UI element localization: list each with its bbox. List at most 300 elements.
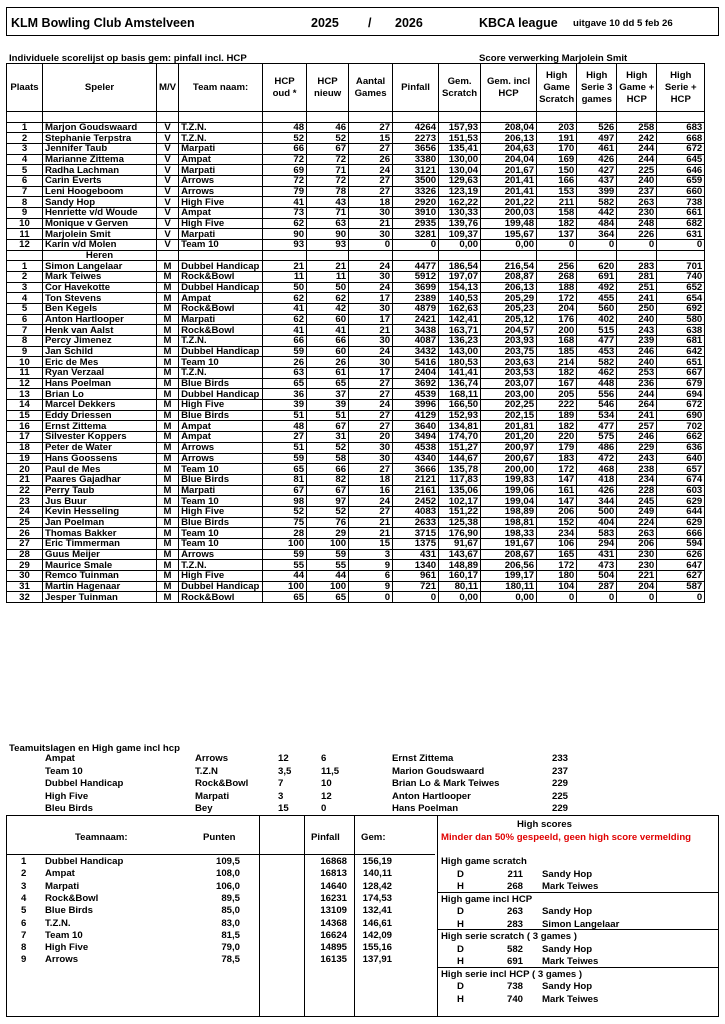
- table-cell: 0,00: [439, 240, 481, 251]
- table-cell: 258: [617, 122, 657, 133]
- table-cell: 174,70: [439, 432, 481, 443]
- table-cell: 62: [307, 293, 349, 304]
- table-cell: Karin v/d Molen: [43, 240, 157, 251]
- table-cell: 204: [537, 304, 577, 315]
- table-cell: 2421: [393, 314, 439, 325]
- table-row: [7, 421, 705, 432]
- table-row: [7, 229, 705, 240]
- table-cell: Paares Gajadhar: [43, 474, 157, 485]
- table-cell: 51: [263, 410, 307, 421]
- standings-cell: Ampat: [45, 868, 75, 880]
- table-row: [7, 496, 705, 507]
- table-cell: 27: [349, 122, 393, 133]
- table-cell: 248: [617, 218, 657, 229]
- table-cell: 0: [393, 592, 439, 603]
- table-cell: 245: [617, 496, 657, 507]
- table-cell: 15: [349, 538, 393, 549]
- table-cell: M: [157, 560, 179, 571]
- table-cell: [349, 250, 393, 261]
- table-cell: 6: [7, 176, 43, 187]
- table-cell: 78: [307, 186, 349, 197]
- table-cell: 249: [617, 506, 657, 517]
- table-row: [7, 165, 705, 176]
- team-result-cell: High Five: [45, 790, 89, 802]
- high-score-value: 263: [506, 906, 523, 917]
- table-cell: 647: [657, 560, 705, 571]
- table-cell: 468: [577, 464, 617, 475]
- standings-cell: 5: [21, 905, 27, 917]
- table-cell: Eddy Driessen: [43, 410, 157, 421]
- table-cell: 472: [577, 453, 617, 464]
- column-header: Speler: [43, 64, 157, 112]
- table-row: [7, 549, 705, 560]
- table-cell: 0: [349, 592, 393, 603]
- standings-cell: 16135: [320, 954, 347, 966]
- standings-cell: 14640: [320, 880, 347, 892]
- table-cell: 214: [537, 357, 577, 368]
- standings-cell: T.Z.N.: [45, 917, 71, 929]
- table-cell: 59: [263, 346, 307, 357]
- table-cell: 125,38: [439, 517, 481, 528]
- spacer-row: [7, 112, 705, 123]
- table-cell: 31: [7, 581, 43, 592]
- table-cell: [307, 250, 349, 261]
- table-cell: 667: [657, 368, 705, 379]
- standings-cell: 13109: [320, 905, 347, 917]
- table-cell: 9: [349, 560, 393, 571]
- standings-cell: Rock&Bowl: [45, 892, 99, 904]
- table-cell: 43: [307, 197, 349, 208]
- table-cell: 645: [657, 154, 705, 165]
- table-cell: 5416: [393, 357, 439, 368]
- table-cell: 143,67: [439, 549, 481, 560]
- table-cell: 42: [307, 304, 349, 315]
- team-result-cell: 233: [552, 753, 569, 764]
- table-cell: 65: [307, 378, 349, 389]
- table-cell: 141,41: [439, 368, 481, 379]
- table-cell: 668: [657, 133, 705, 144]
- table-cell: T.Z.N.: [179, 133, 263, 144]
- column-header: High Serie 3 games: [577, 64, 617, 112]
- table-cell: 683: [657, 122, 705, 133]
- table-cell: 238: [617, 464, 657, 475]
- table-cell: 66: [307, 336, 349, 347]
- table-row: [7, 474, 705, 485]
- standings-cell: 137,91: [362, 954, 392, 966]
- table-cell: 208,04: [481, 122, 537, 133]
- table-cell: 674: [657, 474, 705, 485]
- table-cell: [179, 250, 263, 261]
- table-cell: 206,13: [481, 282, 537, 293]
- table-cell: 4087: [393, 336, 439, 347]
- table-cell: 580: [657, 314, 705, 325]
- table-cell: Arrows: [179, 442, 263, 453]
- table-cell: 644: [657, 506, 705, 517]
- table-cell: 137: [537, 229, 577, 240]
- table-cell: 82: [307, 474, 349, 485]
- table-cell: 136,74: [439, 378, 481, 389]
- table-cell: 3666: [393, 464, 439, 475]
- table-cell: 24: [349, 346, 393, 357]
- table-cell: 244: [617, 389, 657, 400]
- table-cell: 263: [617, 197, 657, 208]
- high-scores-note: Minder dan 50% gespeeld, geen high score vermelding: [441, 832, 692, 843]
- table-cell: 603: [657, 485, 705, 496]
- table-cell: 62: [263, 218, 307, 229]
- table-cell: 90: [263, 229, 307, 240]
- table-cell: 66: [263, 336, 307, 347]
- high-scores-title: High scores: [517, 819, 572, 830]
- table-cell: Rock&Bowl: [179, 272, 263, 283]
- table-cell: 23: [7, 496, 43, 507]
- table-cell: 240: [617, 314, 657, 325]
- table-cell: Stephanie Terpstra: [43, 133, 157, 144]
- team-result-cell: 6: [321, 753, 327, 764]
- table-cell: 203,75: [481, 346, 537, 357]
- team-result-cell: Ampat: [45, 753, 75, 764]
- table-cell: 0: [657, 240, 705, 251]
- table-cell: 166,50: [439, 400, 481, 411]
- table-row: [7, 453, 705, 464]
- table-cell: Thomas Bakker: [43, 528, 157, 539]
- table-cell: 24: [7, 506, 43, 517]
- table-cell: [617, 250, 657, 261]
- table-cell: M: [157, 581, 179, 592]
- table-cell: 80,11: [439, 581, 481, 592]
- table-cell: [657, 250, 705, 261]
- column-header: Aantal Games: [349, 64, 393, 112]
- table-cell: 21: [349, 325, 393, 336]
- standings-cell: 16868: [320, 856, 347, 867]
- table-cell: 0: [577, 240, 617, 251]
- table-cell: 201,67: [481, 165, 537, 176]
- table-cell: 165: [537, 549, 577, 560]
- table-cell: 690: [657, 410, 705, 421]
- table-cell: 462: [577, 368, 617, 379]
- table-cell: Hans Poelman: [43, 378, 157, 389]
- table-cell: 3121: [393, 165, 439, 176]
- table-cell: 243: [617, 325, 657, 336]
- table-cell: 199,17: [481, 570, 537, 581]
- team-result-cell: 10: [321, 778, 332, 790]
- team-result-cell: Bleu Birds: [45, 803, 93, 815]
- table-cell: 426: [577, 485, 617, 496]
- table-cell: 1340: [393, 560, 439, 571]
- table-cell: 81: [263, 474, 307, 485]
- table-cell: 10: [7, 218, 43, 229]
- table-cell: 3: [7, 144, 43, 155]
- table-cell: Monique v Gerven: [43, 218, 157, 229]
- table-cell: High Five: [179, 400, 263, 411]
- table-cell: 100: [307, 538, 349, 549]
- table-cell: Team 10: [179, 357, 263, 368]
- column-header: High Serie + HCP: [657, 64, 705, 112]
- table-cell: 3656: [393, 144, 439, 155]
- table-cell: 65: [307, 592, 349, 603]
- divider: [437, 967, 718, 968]
- table-cell: 701: [657, 261, 705, 272]
- table-cell: 69: [263, 165, 307, 176]
- table-cell: 27: [349, 506, 393, 517]
- table-cell: 63: [263, 368, 307, 379]
- table-cell: 5: [7, 304, 43, 315]
- table-cell: 431: [393, 549, 439, 560]
- table-cell: 399: [577, 186, 617, 197]
- table-cell: 426: [577, 154, 617, 165]
- team-result-cell: Arrows: [195, 753, 229, 764]
- column-header: Gem. incl HCP: [481, 64, 537, 112]
- table-cell: 234: [617, 474, 657, 485]
- table-cell: 52: [263, 133, 307, 144]
- table-row: [7, 282, 705, 293]
- table-cell: 50: [307, 282, 349, 293]
- table-cell: 59: [263, 453, 307, 464]
- team-result-cell: Team 10: [45, 765, 83, 777]
- table-cell: Heren: [43, 250, 157, 261]
- high-score-gender: D: [457, 906, 464, 917]
- table-cell: 694: [657, 389, 705, 400]
- table-row: [7, 592, 705, 603]
- table-cell: 27: [349, 186, 393, 197]
- table-cell: 169: [537, 154, 577, 165]
- table-cell: Eric de Mes: [43, 357, 157, 368]
- table-cell: 27: [349, 144, 393, 155]
- table-cell: 79: [263, 186, 307, 197]
- table-cell: 30: [349, 357, 393, 368]
- table-cell: 26: [7, 528, 43, 539]
- table-cell: 208,67: [481, 549, 537, 560]
- table-cell: 66: [263, 144, 307, 155]
- table-cell: Marpati: [179, 485, 263, 496]
- table-cell: 41: [263, 304, 307, 315]
- table-cell: [179, 112, 263, 123]
- table-cell: 3326: [393, 186, 439, 197]
- table-cell: 26: [263, 357, 307, 368]
- table-cell: 30: [7, 570, 43, 581]
- team-result-cell: Hans Poelman: [392, 803, 459, 815]
- table-row: [7, 528, 705, 539]
- table-cell: 629: [657, 496, 705, 507]
- table-cell: 486: [577, 442, 617, 453]
- table-cell: 199,48: [481, 218, 537, 229]
- table-cell: 294: [577, 538, 617, 549]
- table-cell: 961: [393, 570, 439, 581]
- table-row: [7, 357, 705, 368]
- table-row: [7, 240, 705, 251]
- table-cell: 201,22: [481, 197, 537, 208]
- table-cell: Kevin Hesseling: [43, 506, 157, 517]
- table-cell: Silvester Koppers: [43, 432, 157, 443]
- table-row: [7, 176, 705, 187]
- standings-cell: 9: [21, 954, 27, 966]
- standings-cell: 83,0: [221, 917, 240, 929]
- table-cell: 163,71: [439, 325, 481, 336]
- table-cell: 30: [349, 229, 393, 240]
- standings-cell: High Five: [45, 942, 89, 954]
- table-cell: [481, 250, 537, 261]
- table-row: [7, 410, 705, 421]
- table-cell: 59: [263, 549, 307, 560]
- table-cell: 17: [349, 368, 393, 379]
- table-cell: 135,78: [439, 464, 481, 475]
- table-cell: 4879: [393, 304, 439, 315]
- standings-panel: [6, 815, 719, 1017]
- table-row: [7, 314, 705, 325]
- table-cell: M: [157, 346, 179, 357]
- table-cell: Sandy Hop: [43, 197, 157, 208]
- table-cell: M: [157, 368, 179, 379]
- standings-cell: Marpati: [45, 880, 80, 892]
- standings-points-header: Punten: [203, 832, 236, 843]
- table-cell: 230: [617, 549, 657, 560]
- standings-cell: Blue Birds: [45, 905, 93, 917]
- table-cell: 263: [617, 528, 657, 539]
- table-cell: 71: [307, 208, 349, 219]
- table-cell: 0,00: [439, 592, 481, 603]
- table-cell: M: [157, 549, 179, 560]
- table-cell: M: [157, 261, 179, 272]
- table-cell: 203,63: [481, 357, 537, 368]
- table-cell: 30: [349, 304, 393, 315]
- table-cell: 168: [537, 336, 577, 347]
- table-cell: 129,63: [439, 176, 481, 187]
- table-cell: 203,00: [481, 389, 537, 400]
- table-cell: 225: [617, 165, 657, 176]
- table-row: [7, 304, 705, 315]
- table-cell: 682: [657, 218, 705, 229]
- column-header: M/V: [157, 64, 179, 112]
- table-cell: 642: [657, 346, 705, 357]
- table-cell: 199,04: [481, 496, 537, 507]
- table-cell: 0: [657, 592, 705, 603]
- table-cell: 197,07: [439, 272, 481, 283]
- table-cell: 1: [7, 261, 43, 272]
- team-result-cell: 0: [321, 803, 327, 815]
- table-cell: 67: [263, 485, 307, 496]
- table-cell: 3715: [393, 528, 439, 539]
- team-result-cell: Ernst Zittema: [392, 753, 454, 764]
- standings-cell: 106,0: [215, 880, 240, 892]
- standings-cell: 132,41: [362, 905, 392, 917]
- table-cell: 4539: [393, 389, 439, 400]
- table-cell: 240: [617, 176, 657, 187]
- table-cell: 24: [349, 496, 393, 507]
- table-cell: 226: [617, 229, 657, 240]
- table-cell: 200,67: [481, 453, 537, 464]
- table-cell: M: [157, 442, 179, 453]
- table-cell: Dubbel Handicap: [179, 581, 263, 592]
- table-cell: 167: [537, 378, 577, 389]
- table-row: [7, 464, 705, 475]
- table-cell: 41: [263, 325, 307, 336]
- table-cell: 0: [349, 240, 393, 251]
- table-cell: 61: [307, 368, 349, 379]
- team-result-cell: Bey: [195, 803, 213, 815]
- table-cell: 21: [349, 218, 393, 229]
- table-cell: 144,67: [439, 453, 481, 464]
- table-cell: 185: [537, 346, 577, 357]
- table-row: [7, 122, 705, 133]
- table-cell: M: [157, 336, 179, 347]
- table-cell: 3494: [393, 432, 439, 443]
- table-cell: 200,03: [481, 208, 537, 219]
- table-row: [7, 144, 705, 155]
- table-cell: 8: [7, 197, 43, 208]
- table-cell: [577, 112, 617, 123]
- table-cell: 654: [657, 293, 705, 304]
- table-cell: 98: [263, 496, 307, 507]
- table-cell: 201,20: [481, 432, 537, 443]
- table-cell: 117,83: [439, 474, 481, 485]
- table-cell: 12: [7, 240, 43, 251]
- table-cell: 243: [617, 453, 657, 464]
- table-cell: 281: [617, 272, 657, 283]
- table-cell: 198,81: [481, 517, 537, 528]
- table-cell: 189: [537, 410, 577, 421]
- standings-cell: 109,5: [215, 856, 240, 867]
- table-cell: 72: [263, 176, 307, 187]
- table-cell: 3: [349, 549, 393, 560]
- table-cell: 0: [577, 592, 617, 603]
- table-cell: [657, 112, 705, 123]
- table-cell: V: [157, 197, 179, 208]
- table-cell: 16: [7, 421, 43, 432]
- table-cell: 264: [617, 400, 657, 411]
- team-results-title: Teamuitslagen en High game incl hcp: [9, 743, 180, 754]
- table-cell: Martin Hagenaar: [43, 581, 157, 592]
- table-cell: 27: [349, 464, 393, 475]
- table-cell: Marpati: [179, 314, 263, 325]
- table-cell: 55: [263, 560, 307, 571]
- table-cell: 8: [7, 336, 43, 347]
- table-cell: 182: [537, 368, 577, 379]
- table-cell: 72: [307, 154, 349, 165]
- table-cell: [7, 112, 43, 123]
- table-cell: 100: [263, 581, 307, 592]
- table-cell: 587: [657, 581, 705, 592]
- high-score-section-title: High serie incl HCP ( 3 games ): [441, 968, 583, 980]
- table-cell: Paul de Mes: [43, 464, 157, 475]
- table-cell: 147: [537, 474, 577, 485]
- table-cell: M: [157, 570, 179, 581]
- table-cell: V: [157, 176, 179, 187]
- table-cell: 287: [577, 581, 617, 592]
- table-cell: Dubbel Handicap: [179, 346, 263, 357]
- table-cell: Ampat: [179, 432, 263, 443]
- high-score-gender: D: [457, 868, 464, 880]
- table-cell: 102,17: [439, 496, 481, 507]
- table-cell: 75: [263, 517, 307, 528]
- table-cell: 62: [263, 314, 307, 325]
- team-result-cell: T.Z.N: [195, 765, 218, 777]
- table-cell: 638: [657, 325, 705, 336]
- table-cell: 52: [307, 133, 349, 144]
- table-cell: 162,22: [439, 197, 481, 208]
- high-score-gender: H: [457, 881, 464, 892]
- table-cell: 431: [577, 549, 617, 560]
- table-cell: 18: [349, 197, 393, 208]
- table-cell: 58: [307, 453, 349, 464]
- table-cell: 24: [349, 261, 393, 272]
- table-cell: 477: [577, 336, 617, 347]
- table-cell: 36: [263, 389, 307, 400]
- standings-cell: 16231: [320, 892, 347, 904]
- list-subtitle: Individuele scorelijst op basis gem: pinfall incl. HCP: [9, 53, 247, 64]
- table-cell: 4477: [393, 261, 439, 272]
- table-cell: 91,67: [439, 538, 481, 549]
- table-cell: 72: [263, 154, 307, 165]
- table-cell: High Five: [179, 197, 263, 208]
